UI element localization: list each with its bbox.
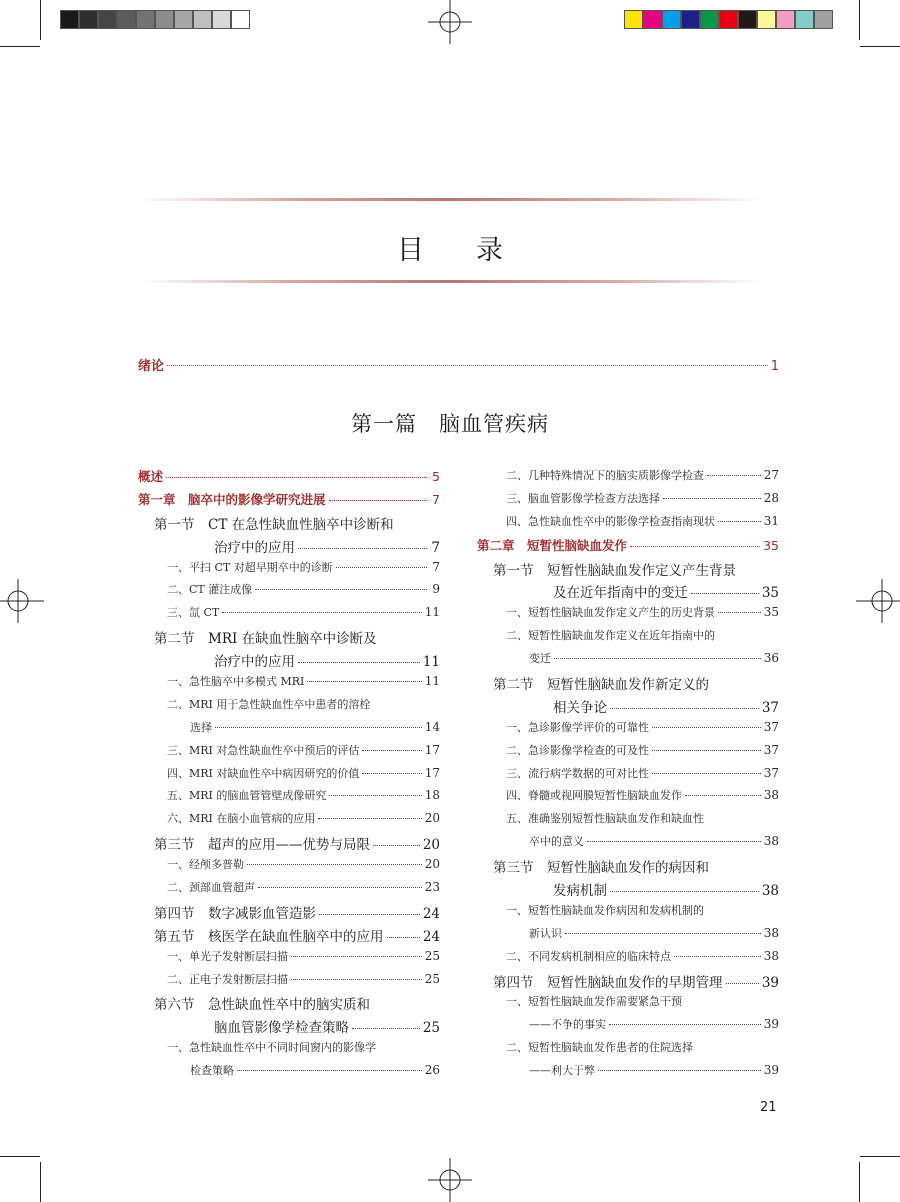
toc-entry[interactable] [477, 765, 779, 788]
toc-entry[interactable] [477, 581, 779, 604]
toc-entry-page: 39 [763, 1017, 779, 1032]
toc-entry-page: 11 [424, 605, 440, 620]
toc-entry-label: 治疗中的应用 [214, 539, 295, 556]
toc-entry-page: 28 [763, 490, 779, 505]
toc-entry-page: 11 [422, 654, 440, 671]
toc-entry-label: 治疗中的应用 [214, 654, 295, 671]
toc-entry-page: 24 [422, 905, 440, 922]
color-swatch [624, 10, 643, 29]
toc-leader-dots [247, 864, 422, 865]
toc-entry[interactable] [138, 902, 440, 925]
toc-entry-page: 37 [763, 765, 779, 780]
toc-entry-page: 24 [422, 928, 440, 945]
toc-entry-label: 第一节 短暂性脑缺血发作定义产生背景 [493, 562, 736, 579]
toc-entry[interactable] [477, 673, 779, 696]
toc-entry[interactable] [138, 627, 440, 650]
toc-column-right [477, 467, 779, 1085]
toc-leader-dots [685, 795, 761, 796]
toc-entry[interactable] [477, 559, 779, 582]
toc-entry-label: 概述 [138, 469, 164, 484]
toc-entry[interactable] [138, 490, 440, 513]
color-swatch [60, 10, 79, 29]
color-swatch [738, 10, 757, 29]
toc-leader-dots [652, 750, 761, 751]
toc-entry[interactable] [138, 1062, 440, 1085]
toc-entry-label: 三、脑血管影像学检查方法选择 [506, 491, 660, 505]
toc-entry[interactable] [138, 993, 440, 1016]
page-title: 目录 [397, 235, 555, 266]
toc-entry[interactable] [138, 696, 440, 719]
toc-entry-label: 二、颈部血管超声 [167, 881, 255, 895]
toc-entry-page: 39 [763, 1063, 779, 1078]
toc-leader-dots [373, 845, 420, 846]
toc-entry-page: 35 [763, 537, 779, 553]
toc-entry-label: 四、MRI 对缺血性卒中病因研究的价值 [167, 766, 360, 780]
toc-entry-page: 7 [432, 559, 440, 574]
toc-entry[interactable] [477, 856, 779, 879]
grayscale-color-bar [60, 10, 250, 29]
toc-leader-dots [387, 937, 420, 938]
crop-mark [860, 46, 900, 47]
color-swatch [795, 10, 814, 29]
toc-leader-dots [352, 1028, 420, 1029]
toc-leader-dots [674, 956, 761, 957]
toc-entry-label: 四、脊髓或视网膜短暂性脑缺血发作 [506, 789, 682, 803]
color-swatch [231, 10, 250, 29]
toc-entry-page: 27 [763, 468, 779, 482]
toc-leader-dots [329, 500, 427, 501]
toc-entry-page: 31 [763, 513, 779, 528]
color-swatch [719, 10, 738, 29]
toc-entry[interactable] [477, 467, 779, 490]
toc-leader-dots [610, 891, 759, 892]
toc-leader-dots [652, 727, 761, 728]
toc-entry[interactable] [138, 971, 440, 994]
toc-entry[interactable] [138, 765, 440, 788]
color-swatch [757, 10, 776, 29]
toc-entry-page: 39 [761, 974, 779, 991]
toc-entry[interactable] [477, 948, 779, 971]
toc-entry-label: 一、短暂性脑缺血发作需要紧急干预 [506, 995, 682, 1009]
page-number: 21 [760, 1100, 777, 1115]
toc-leader-dots [237, 1070, 422, 1071]
color-swatch [814, 10, 833, 29]
toc-entry-label: 第二节 MRI 在缺血性脑卒中诊断及 [154, 631, 377, 648]
toc-entry-page: 38 [763, 948, 779, 963]
toc-entry[interactable] [477, 719, 779, 742]
toc-entry-page: 1 [770, 359, 779, 374]
toc-leader-dots [726, 983, 759, 984]
title-rule-top [138, 198, 762, 201]
crop-mark [40, 0, 41, 40]
toc-entry[interactable] [477, 1016, 779, 1039]
toc-entry-label: 六、MRI 在脑小血管病的应用 [167, 812, 316, 826]
toc-entry[interactable] [138, 673, 440, 696]
toc-entry-page: 17 [424, 765, 440, 780]
toc-entry-label: 第三节 超声的应用——优势与局限 [154, 837, 370, 854]
toc-leader-dots [298, 662, 420, 663]
toc-entry-label: 二、正电子发射断层扫描 [167, 972, 288, 986]
toc-leader-dots [718, 521, 761, 522]
toc-leader-dots [329, 795, 421, 796]
toc-entry-label: 相关争论 [553, 699, 607, 716]
registration-mark [428, 0, 472, 44]
toc-leader-dots [718, 612, 761, 613]
toc-leader-dots [298, 548, 427, 549]
toc-entry[interactable] [477, 1062, 779, 1085]
toc-entry-label: 发病机制 [553, 883, 607, 900]
toc-entry[interactable] [138, 925, 440, 948]
toc-entry-page: 7 [432, 491, 440, 507]
toc-entry-label: 脑血管影像学检查策略 [214, 1020, 349, 1037]
color-swatch [212, 10, 231, 29]
toc-entry-label: ——利大于弊 [529, 1064, 595, 1078]
toc-entry[interactable] [138, 513, 440, 536]
toc-entry[interactable] [477, 971, 779, 994]
toc-entry-label: 五、MRI 的脑血管管壁成像研究 [167, 789, 327, 803]
toc-entry-page: 18 [424, 788, 440, 803]
toc-entry[interactable] [138, 948, 440, 971]
toc-entry-label: 五、准确鉴别短暂性脑缺血发作和缺血性 [506, 812, 704, 826]
toc-entry[interactable] [477, 513, 779, 536]
toc-leader-dots [362, 750, 421, 751]
toc-entry[interactable] [138, 1039, 440, 1062]
toc-entry-label: 第二节 短暂性脑缺血发作新定义的 [493, 677, 709, 694]
toc-entry-page: 23 [424, 880, 440, 895]
toc-entry[interactable] [138, 559, 440, 582]
toc-entry-label: 第五节 核医学在缺血性脑卒中的应用 [154, 928, 384, 945]
title-rule-bottom [138, 280, 762, 283]
toc-entry[interactable] [477, 742, 779, 765]
toc-entry[interactable] [138, 742, 440, 765]
toc-entry-page: 37 [761, 699, 779, 716]
toc-entry[interactable] [477, 993, 779, 1016]
toc-leader-dots [652, 773, 761, 774]
toc-entry-label: 第三节 短暂性脑缺血发作的病因和 [493, 860, 709, 877]
toc-entry[interactable] [477, 902, 779, 925]
toc-entry-label: 第六节 急性缺血性卒中的脑实质和 [154, 997, 370, 1014]
toc-entry-label: 三、氙 CT [167, 606, 220, 620]
toc-entry-label: 二、不同发病机制相应的临床特点 [506, 949, 671, 963]
toc-entry-label: 一、平扫 CT 对超早期卒中的诊断 [167, 560, 333, 574]
toc-leader-dots [565, 933, 761, 934]
color-swatch [700, 10, 719, 29]
toc-entry-page: 38 [763, 834, 779, 849]
registration-mark [428, 1158, 472, 1202]
toc-entry[interactable] [138, 536, 440, 559]
toc-entry-label: 二、几种特殊情况下的脑实质影像学检查 [506, 469, 704, 482]
toc-entry-page: 37 [763, 719, 779, 734]
color-swatch [193, 10, 212, 29]
toc-entry-page: 5 [432, 469, 440, 484]
crop-mark [0, 1156, 40, 1157]
toc-leader-dots [166, 477, 427, 478]
toc-entry-label: 绪论 [138, 359, 165, 374]
toc-entry-page: 20 [424, 857, 440, 872]
color-swatch [136, 10, 155, 29]
toc-entry[interactable] [138, 810, 440, 833]
color-swatch [117, 10, 136, 29]
toc-entry[interactable] [138, 833, 440, 856]
process-color-bar [624, 10, 833, 29]
toc-entry-label: 变迁 [529, 652, 551, 666]
color-swatch [776, 10, 795, 29]
toc-entry-label: 卒中的意义 [529, 835, 584, 849]
toc-entry-label: 一、急诊影像学评价的可靠性 [506, 720, 649, 734]
toc-entry-label: 二、CT 灌注成像 [167, 583, 253, 597]
toc-leader-dots [291, 979, 422, 980]
toc-entry[interactable] [477, 810, 779, 833]
toc-leader-dots [336, 567, 427, 568]
toc-leader-dots [291, 956, 422, 957]
toc-entry-label: 三、MRI 对急性缺血性卒中预后的评估 [167, 743, 360, 757]
toc-entry-page: 20 [422, 837, 440, 854]
toc-entry[interactable] [138, 856, 440, 879]
toc-entry[interactable] [477, 627, 779, 650]
toc-entry-page: 38 [763, 788, 779, 803]
toc-leader-dots [610, 708, 759, 709]
toc-leader-dots [319, 914, 420, 915]
toc-leader-dots [707, 475, 761, 476]
toc-entry-label: 二、MRI 用于急性缺血性卒中患者的溶栓 [167, 697, 371, 711]
toc-entry-label: 一、短暂性脑缺血发作病因和发病机制的 [506, 903, 704, 917]
toc-entry-label: ——不争的事实 [529, 1018, 606, 1032]
color-swatch [681, 10, 700, 29]
toc-entry[interactable] [477, 490, 779, 513]
toc-entry-label: 二、短暂性脑缺血发作患者的住院选择 [506, 1041, 693, 1055]
toc-entry-label: 一、急性脑卒中多模式 MRI [167, 675, 305, 689]
toc-leader-dots [691, 593, 759, 594]
toc-leader-dots [554, 658, 761, 659]
crop-mark [860, 1156, 900, 1157]
crop-mark [859, 0, 860, 40]
toc-entry-label: 检查策略 [190, 1064, 234, 1078]
toc-entry-label: 第一节 CT 在急性缺血性脑卒中诊断和 [154, 516, 394, 533]
toc-entry-label: 第一章 脑卒中的影像学研究进展 [138, 491, 326, 507]
toc-entry[interactable] [477, 604, 779, 627]
toc-leader-dots [318, 818, 421, 819]
color-swatch [98, 10, 117, 29]
toc-entry-label: 第四节 数字减影血管造影 [154, 905, 316, 922]
toc-entry-label: 一、急性缺血性卒中不同时间窗内的影像学 [167, 1041, 376, 1055]
toc-entry-page: 20 [424, 811, 440, 826]
toc-entry-label: 一、短暂性脑缺血发作定义产生的历史背景 [506, 606, 715, 620]
toc-leader-dots [598, 1070, 761, 1071]
toc-entry[interactable] [477, 787, 779, 810]
toc-leader-dots [255, 589, 427, 590]
color-swatch [79, 10, 98, 29]
toc-entry-page: 25 [424, 948, 440, 963]
toc-entry[interactable] [477, 696, 779, 719]
toc-leader-dots [258, 887, 422, 888]
toc-leader-dots [222, 612, 421, 613]
toc-entry[interactable] [138, 467, 440, 490]
part-title: 第一篇 脑血管疾病 [351, 412, 549, 436]
toc-leader-dots [630, 546, 760, 547]
toc-leader-dots [663, 498, 761, 499]
registration-mark [856, 579, 900, 623]
toc-entry[interactable] [138, 650, 440, 673]
toc-leader-dots [609, 1024, 761, 1025]
crop-mark [859, 1162, 860, 1202]
toc-entry-label: 一、经颅多普勒 [167, 858, 244, 872]
toc-entry-page: 17 [424, 742, 440, 757]
toc-entry-label: 一、单光子发射断层扫描 [167, 949, 288, 963]
toc-entry-label: 二、急诊影像学检查的可及性 [506, 743, 649, 757]
toc-column-left [138, 467, 440, 1085]
toc-entry[interactable] [477, 833, 779, 856]
toc-entry[interactable] [138, 787, 440, 810]
toc-entry-page: 7 [431, 539, 440, 556]
toc-entry-label: 第四节 短暂性脑缺血发作的早期管理 [493, 974, 723, 991]
toc-leader-dots [307, 681, 421, 682]
toc-entry[interactable] [477, 925, 779, 948]
toc-entry[interactable] [477, 1039, 779, 1062]
toc-entry[interactable] [138, 604, 440, 627]
toc-entry-page: 38 [763, 925, 779, 940]
color-swatch [643, 10, 662, 29]
toc-entry-page: 25 [424, 971, 440, 986]
toc-entry-page: 35 [761, 585, 779, 602]
toc-entry[interactable] [477, 536, 779, 559]
toc-entry-page: 11 [424, 674, 440, 689]
crop-mark [40, 1162, 41, 1202]
toc-entry-label: 第二章 短暂性脑缺血发作 [477, 537, 628, 553]
toc-entry-label: 选择 [190, 720, 212, 734]
toc-entry-label: 三、流行病学数据的可对比性 [506, 766, 649, 780]
color-swatch [155, 10, 174, 29]
toc-entry[interactable] [138, 581, 440, 604]
color-swatch [174, 10, 193, 29]
toc-entry-page: 25 [422, 1020, 440, 1037]
toc-leader-dots [215, 727, 422, 728]
toc-entry-label: 新认识 [529, 926, 562, 940]
toc-entry-page: 35 [763, 605, 779, 620]
toc-entry[interactable] [477, 650, 779, 673]
toc-entry-page: 26 [424, 1063, 440, 1078]
toc-intro-entry[interactable] [138, 355, 779, 374]
toc-entry-page: 14 [424, 719, 440, 734]
toc-entry-label: 及在近年指南中的变迁 [553, 585, 688, 602]
toc-entry[interactable] [138, 1016, 440, 1039]
toc-entry-page: 37 [763, 742, 779, 757]
toc-leader-dots [587, 841, 761, 842]
toc-leader-dots [167, 365, 768, 366]
toc-entry-page: 38 [761, 883, 779, 900]
toc-entry-label: 四、急性缺血性卒中的影像学检查指南现状 [506, 514, 715, 528]
toc-entry[interactable] [138, 879, 440, 902]
toc-entry[interactable] [138, 719, 440, 742]
toc-entry-label: 二、短暂性脑缺血发作定义在近年指南中的 [506, 629, 715, 643]
color-swatch [662, 10, 681, 29]
toc-entry[interactable] [477, 879, 779, 902]
registration-mark [0, 579, 44, 623]
toc-entry-page: 9 [432, 582, 440, 597]
toc-entry-page: 36 [763, 651, 779, 666]
crop-mark [0, 46, 40, 47]
toc-leader-dots [362, 773, 421, 774]
